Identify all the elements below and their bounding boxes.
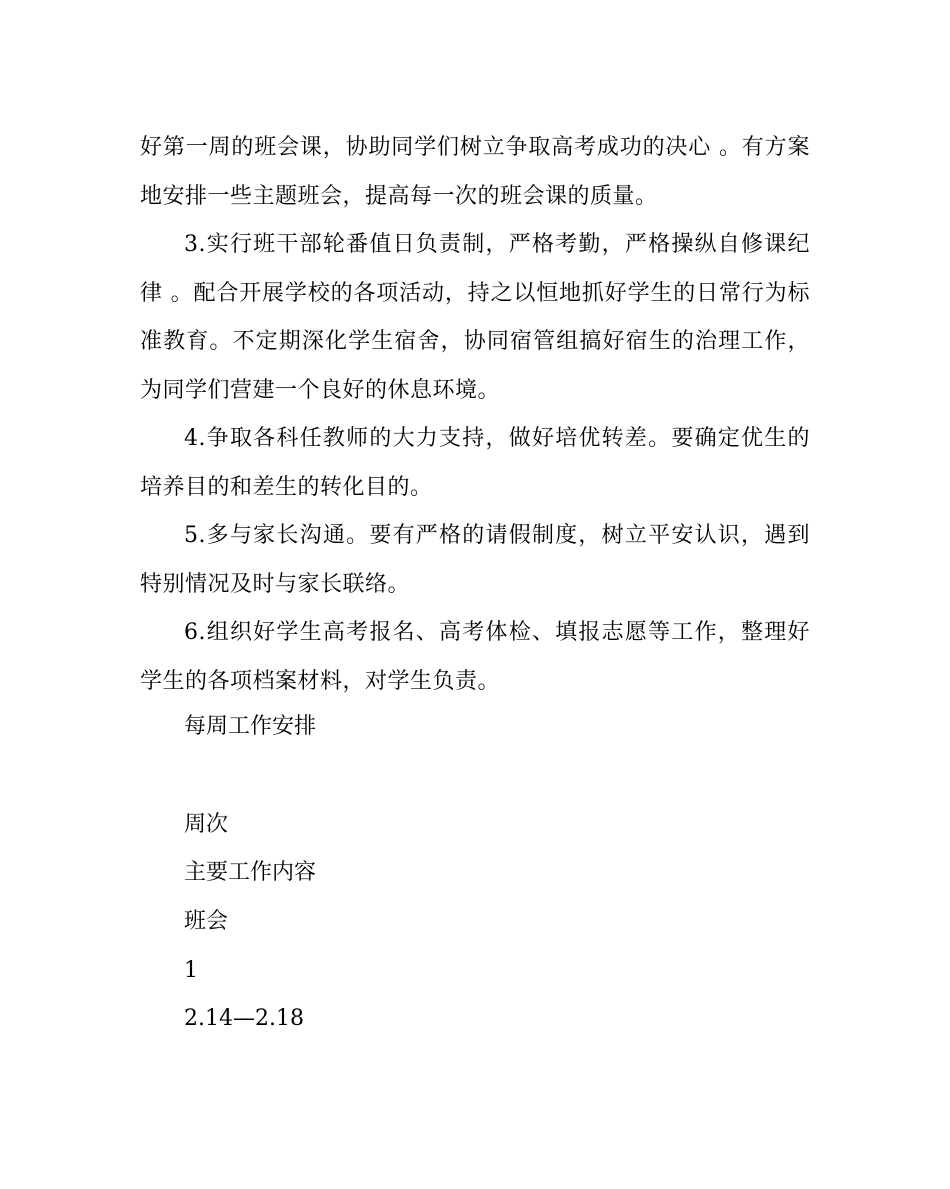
section-title: 每周工作安排 bbox=[184, 714, 317, 739]
table-header-content: 主要工作内容 bbox=[184, 860, 317, 885]
paragraph-continuation: 好第一周的班会课，协助同学们树立争取高考成功的决心 。有方案地安排一些主题班会，提高每一次的班会课的质量。 bbox=[140, 135, 810, 209]
table-header-class-meeting: 班会 bbox=[184, 909, 229, 934]
table-cell-dates: 2.14—2.18 bbox=[184, 1006, 304, 1031]
paragraph-item-5: 5.多与家长沟通。要有严格的请假制度，树立平安认识，遇到特别情况及时与家长联络。 bbox=[140, 523, 810, 597]
table-cell-week-number: 1 bbox=[184, 958, 198, 983]
table-header-week: 周次 bbox=[184, 812, 229, 837]
paragraph-item-4: 4.争取各科任教师的大力支持，做好培优转差。要确定优生的培养目的和差生的转化目的。 bbox=[140, 426, 810, 500]
paragraph-item-6: 6.组织好学生高考报名、高考体检、填报志愿等工作，整理好学生的各项档案材料，对学生负责。 bbox=[140, 620, 810, 694]
paragraph-item-3: 3.实行班干部轮番值日负责制，严格考勤，严格操纵自修课纪律 。配合开展学校的各项活动，持之以恒地抓好学生的日常行为标准教育。不定期深化学生宿舍，协同宿管组搞好宿生的治理工作，为同学们营建一个良好的休息环境。 bbox=[140, 232, 810, 403]
